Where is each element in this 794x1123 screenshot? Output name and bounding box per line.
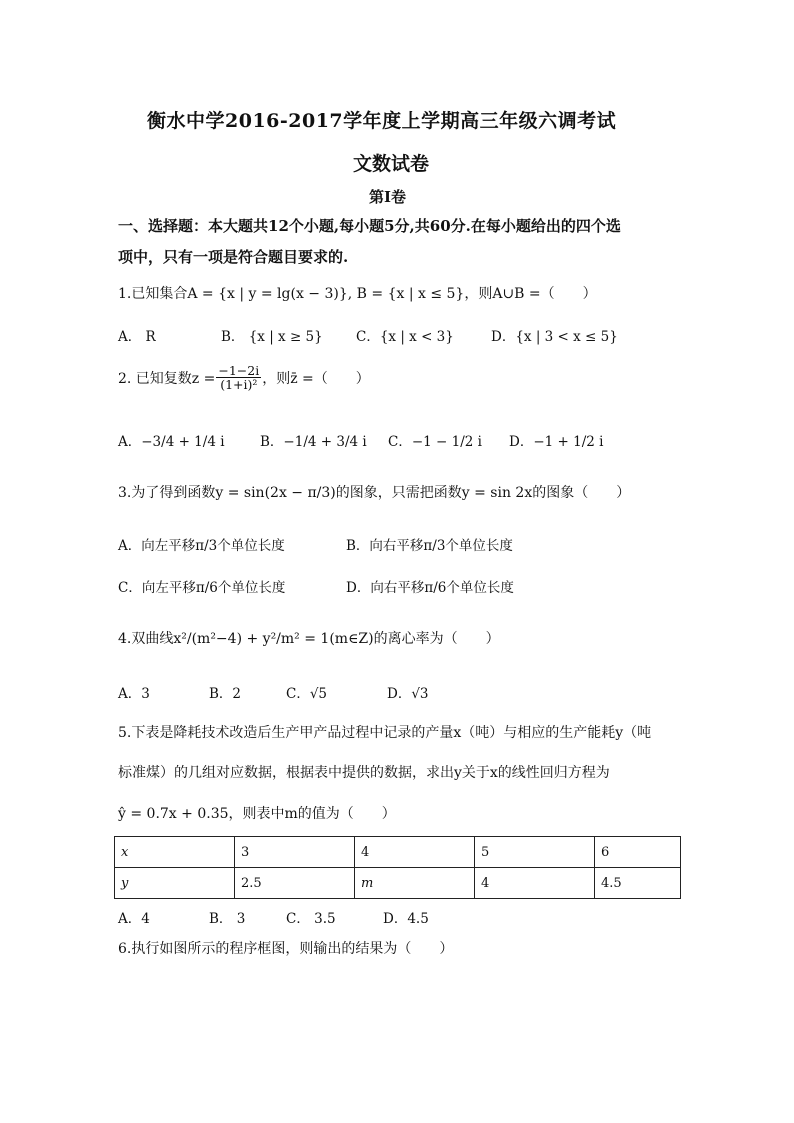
section-heading-line2: 项中，只有一项是符合题目要求的. xyxy=(118,248,349,266)
exam-title: 衡水中学2016-2017学年度上学期高三年级六调考试 xyxy=(147,110,617,132)
table-cell: 4 xyxy=(475,868,595,899)
q1-option-b: B． {x | x ≥ 5} xyxy=(221,329,323,345)
question-3: 3.为了得到函数y = sin(2x − π/3)的图象，只需把函数y = sin 2x的图象（ ） xyxy=(118,485,631,501)
q4-option-a: A．3 xyxy=(118,686,150,702)
q4-option-d: D．√3 xyxy=(387,686,429,702)
q1-option-c: C．{x | x < 3} xyxy=(356,329,454,345)
q3-option-a: A．向左平移π/3个单位长度 xyxy=(118,538,285,554)
q2-option-c: C．−1 − 1/2 i xyxy=(388,434,482,450)
table-cell: 3 xyxy=(235,837,355,868)
question-4: 4.双曲线x²/(m²−4) + y²/m² = 1(m∈Z)的离心率为（ ） xyxy=(118,631,500,647)
q2-option-d: D．−1 + 1/2 i xyxy=(509,434,604,450)
table-cell: m xyxy=(355,868,475,899)
table-cell: 4.5 xyxy=(595,868,681,899)
q4-option-b: B．2 xyxy=(209,686,242,702)
q4-option-c: C．√5 xyxy=(286,686,328,702)
section-heading-line1: 一、选择题：本大题共12个小题,每小题5分,共60分.在每小题给出的四个选 xyxy=(118,217,621,235)
q2-fraction xyxy=(216,364,261,391)
question-1: 1.已知集合A = {x | y = lg(x − 3)}, B = {x | x ≤ 5}，则A∪B =（ ） xyxy=(118,286,597,302)
table-cell: y xyxy=(115,868,235,899)
q5-option-a: A．4 xyxy=(118,911,150,927)
q2-stem-prefix: 2. 已知复数z = xyxy=(118,370,216,387)
table-cell: 6 xyxy=(595,837,681,868)
volume-label: 第Ⅰ卷 xyxy=(369,188,407,206)
q2-denominator: (1+i)² xyxy=(220,377,258,393)
q3-option-c: C．向左平移π/6个单位长度 xyxy=(118,580,286,596)
table-cell: 4 xyxy=(355,837,475,868)
q5-option-b: B． 3 xyxy=(209,911,246,927)
question-5-line2: 标准煤）的几组对应数据，根据表中提供的数据，求出y关于x的线性回归方程为 xyxy=(118,765,610,781)
q5-option-d: D．4.5 xyxy=(383,911,429,927)
question-5-line1: 5.下表是降耗技术改造后生产甲产品过程中记录的产量x（吨）与相应的生产能耗y（吨 xyxy=(118,725,652,741)
q3-option-b: B．向右平移π/3个单位长度 xyxy=(346,538,513,554)
question-5-line3: ŷ = 0.7x + 0.35，则表中m的值为（ ） xyxy=(118,806,396,822)
question-2 xyxy=(118,364,370,391)
q2-option-b: B．−1/4 + 3/4 i xyxy=(260,434,367,450)
table-cell: 5 xyxy=(475,837,595,868)
q5-option-c: C． 3.5 xyxy=(286,911,336,927)
question-6: 6.执行如图所示的程序框图，则输出的结果为（ ） xyxy=(118,941,454,957)
table-cell: x xyxy=(115,837,235,868)
table-row xyxy=(115,868,681,899)
q2-stem-suffix: ，则z̄ =（ ） xyxy=(262,370,370,387)
q2-numerator: −1−2i xyxy=(218,363,260,378)
q1-option-d: D．{x | 3 < x ≤ 5} xyxy=(491,329,618,345)
table-cell: 2.5 xyxy=(235,868,355,899)
q1-option-a: A． R xyxy=(118,329,156,345)
q2-option-a: A．−3/4 + 1/4 i xyxy=(118,434,225,450)
table-row xyxy=(115,837,681,868)
q3-option-d: D．向右平移π/6个单位长度 xyxy=(346,580,514,596)
q5-data-table xyxy=(114,836,681,899)
exam-subtitle: 文数试卷 xyxy=(353,153,430,175)
